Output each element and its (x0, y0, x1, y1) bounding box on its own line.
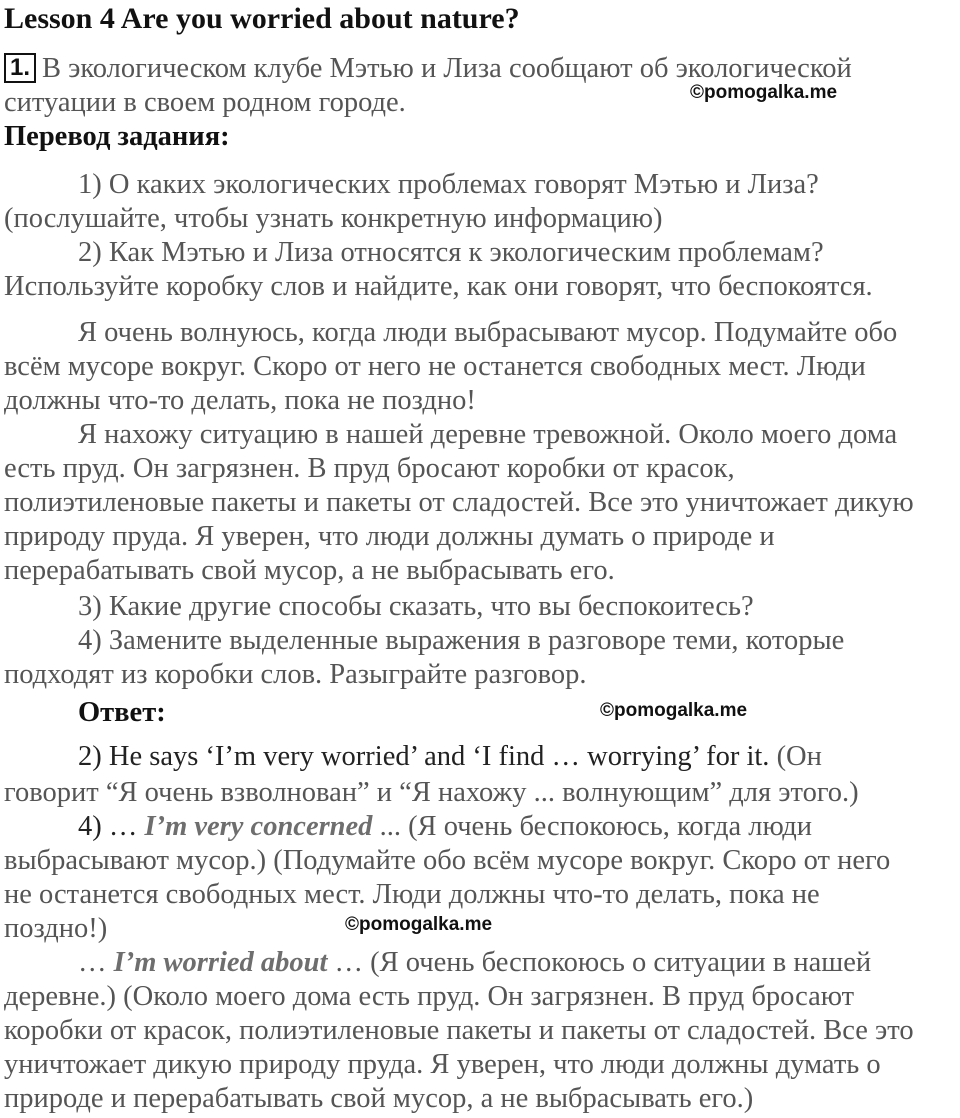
answer-line: не останется свободных мест. Люди должны что-то делать, пока не (4, 879, 820, 910)
answer-line: выбрасывают мусор.) (Подумайте обо всём мусоре вокруг. Скоро от него (4, 845, 891, 876)
highlighted-phrase: I’m very concerned (144, 811, 373, 842)
translation-line: должны что-то делать, пока не поздно! (4, 385, 476, 416)
translation-line: 2) Как Мэтью и Лиза относятся к экологическим проблемам? (78, 237, 824, 268)
translation-line: 1) О каких экологических проблемах говорят Мэтью и Лиза? (78, 169, 819, 200)
answer-b-prefix: … (78, 947, 114, 978)
answer-4-prefix: 4) … (78, 811, 145, 842)
watermark: ©pomogalka.me (600, 700, 748, 721)
answer-line: природе и перерабатывать свой мусор, а не выбрасывать его.) (4, 1083, 754, 1114)
translation-heading: Перевод задания: (4, 121, 230, 152)
task-text-2: ситуации в своем родном городе. (4, 87, 406, 118)
answer-line (78, 740, 822, 774)
translation-line: Я очень волнуюсь, когда люди выбрасывают мусор. Подумайте обо (78, 317, 898, 348)
answer-heading: Ответ: (78, 697, 166, 728)
answer-2-russian-start: (Он (769, 741, 822, 772)
translation-line: 4) Замените выделенные выражения в разговоре теми, которые (78, 625, 845, 656)
translation-line: природу пруда. Я уверен, что люди должны думать о природе и (4, 521, 775, 552)
answer-4-rest: ... (Я очень беспокоюсь, когда люди (372, 811, 813, 842)
task-line-1 (4, 52, 852, 86)
translation-line: подходят из коробки слов. Разыграйте разговор. (4, 659, 587, 690)
answer-line (78, 810, 812, 844)
answer-line: говорит “Я очень взволнован” и “Я нахожу ... волнующим” для этого.) (4, 777, 859, 808)
answer-line (78, 946, 871, 980)
watermark: ©pomogalka.me (690, 82, 838, 103)
task-text-1: В экологическом клубе Мэтью и Лиза сообщают об экологической (42, 53, 852, 84)
answer-line: уничтожает дикую природу пруда. Я уверен, что люди должны думать о (4, 1049, 881, 1080)
translation-line: Я нахожу ситуацию в нашей деревне тревожной. Около моего дома (78, 419, 898, 450)
lesson-title: Lesson 4 Are you worried about nature? (4, 2, 520, 35)
answer-line: деревне.) (Около моего дома есть пруд. Он загрязнен. В пруд бросают (4, 981, 855, 1012)
answer-line: поздно!) (4, 913, 108, 944)
task-number: 1. (4, 53, 36, 83)
highlighted-phrase: I’m worried about (113, 947, 328, 978)
answer-line: коробки от красок, полиэтиленовые пакеты и пакеты от сладостей. Все это (4, 1015, 914, 1046)
translation-line: есть пруд. Он загрязнен. В пруд бросают коробки от красок, (4, 453, 735, 484)
translation-line: (послушайте, чтобы узнать конкретную информацию) (4, 203, 663, 234)
translation-line: Используйте коробку слов и найдите, как они говорят, что беспокоятся. (4, 271, 873, 302)
translation-line: перерабатывать свой мусор, а не выбрасывать его. (4, 555, 615, 586)
translation-line: полиэтиленовые пакеты и пакеты от сладостей. Все это уничтожает дикую (4, 487, 914, 518)
translation-line: 3) Какие другие способы сказать, что вы беспокоитесь? (78, 591, 754, 622)
answer-2-english: 2) He says ‘I’m very worried’ and ‘I find … worrying’ for it. (78, 741, 770, 772)
translation-line: всём мусоре вокруг. Скоро от него не останется свободных мест. Люди (4, 351, 866, 382)
answer-b-rest: … (Я очень беспокоюсь о ситуации в нашей (327, 947, 872, 978)
watermark: ©pomogalka.me (345, 914, 493, 935)
